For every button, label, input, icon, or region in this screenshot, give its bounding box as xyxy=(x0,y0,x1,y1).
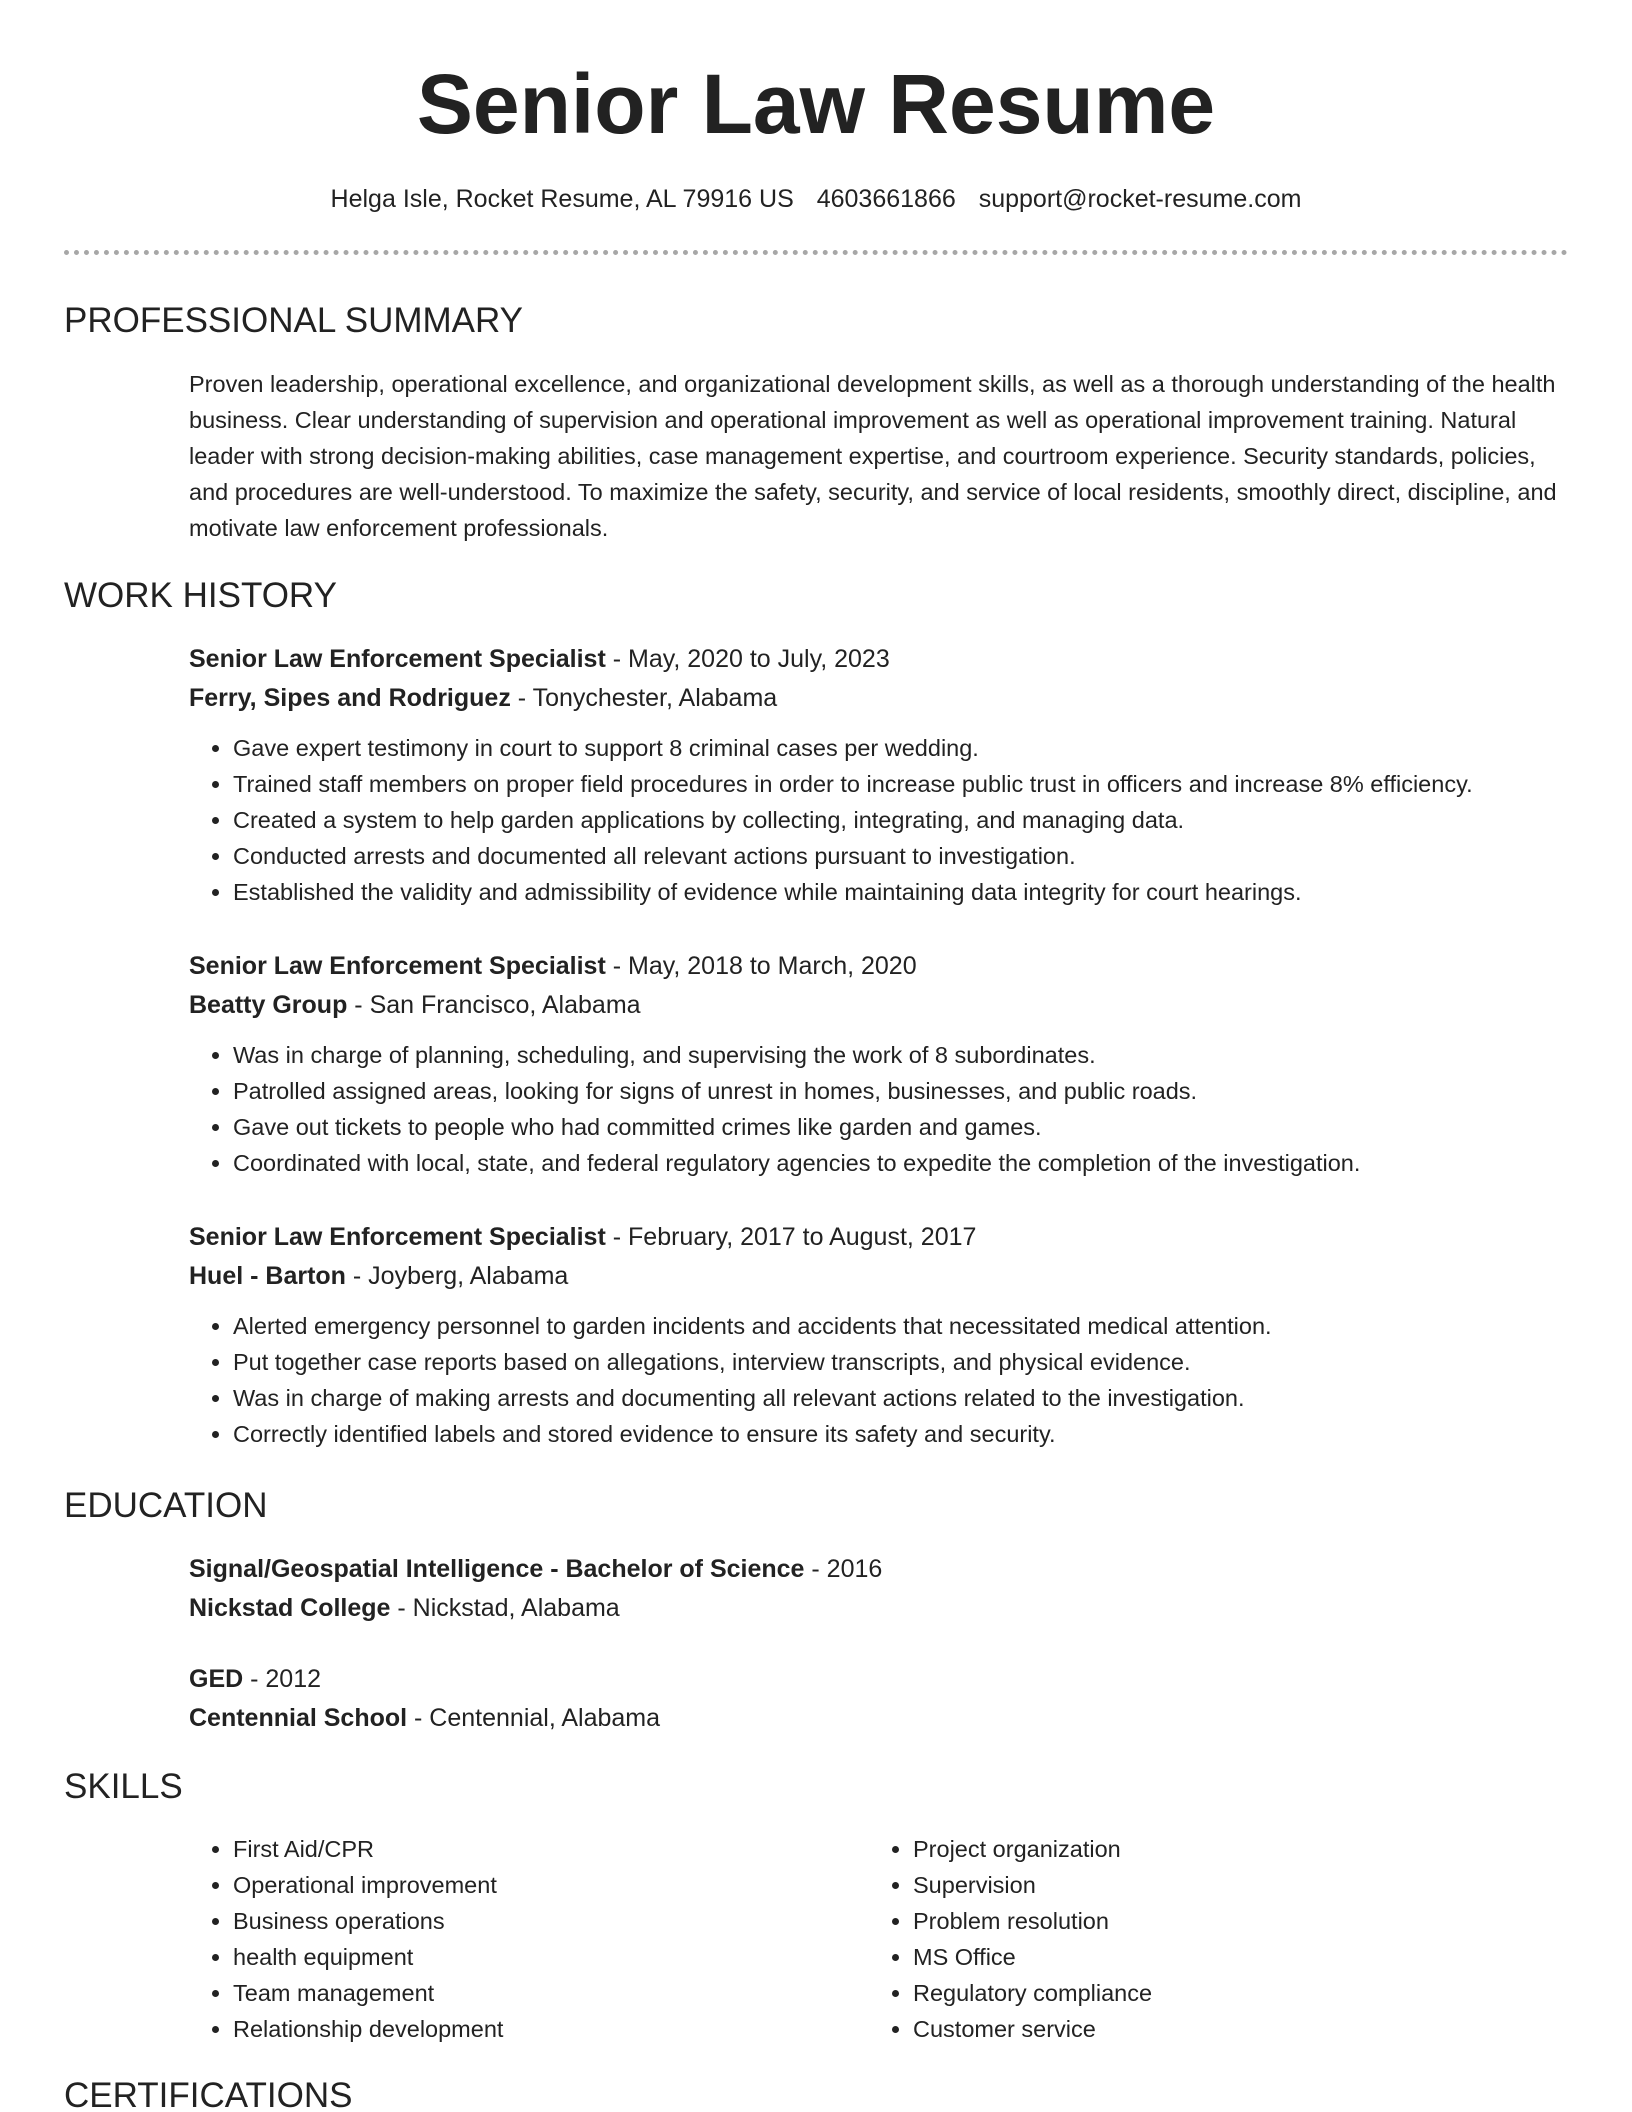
job-role: Senior Law Enforcement Specialist xyxy=(189,1223,606,1251)
skill-item: • Operational improvement xyxy=(233,1867,829,1903)
school-name: Centennial School xyxy=(189,1704,408,1732)
skill-item: • health equipment xyxy=(233,1939,829,1975)
skills-list xyxy=(869,1831,1509,2047)
education-heading: EDUCATION xyxy=(64,1486,268,1525)
job-bullet-list xyxy=(189,1037,1569,1181)
job-bullet-list xyxy=(189,730,1569,910)
employer-line xyxy=(189,1257,1569,1296)
certifications-heading: CERTIFICATIONS xyxy=(64,2076,353,2112)
skill-item: • Customer service xyxy=(913,2011,1509,2047)
job-bullet: • Trained staff members on proper field procedures in order to increase public trust in officers and increase 8% efficiency. xyxy=(233,766,1569,802)
degree-year: - 2016 xyxy=(804,1555,883,1583)
job-title-line xyxy=(189,640,1569,679)
degree-name: Signal/Geospatial Intelligence - Bachelor of Science xyxy=(189,1555,805,1583)
education-entry xyxy=(189,1660,1569,1738)
job-bullet: • Was in charge of making arrests and documenting all relevant actions related to the investigation. xyxy=(233,1380,1569,1416)
degree-line xyxy=(189,1550,1569,1589)
school-name: Nickstad College xyxy=(189,1594,391,1622)
school-location: - Centennial, Alabama xyxy=(407,1704,661,1732)
job-bullet: • Was in charge of planning, scheduling, and supervising the work of 8 subordinates. xyxy=(233,1037,1569,1073)
summary-section xyxy=(189,366,1569,546)
job-bullet: • Alerted emergency personnel to garden incidents and accidents that necessitated medical attention. xyxy=(233,1308,1569,1344)
skill-item: • Relationship development xyxy=(233,2011,829,2047)
skill-item: • Supervision xyxy=(913,1867,1509,1903)
degree-name: GED xyxy=(189,1665,244,1693)
school-line xyxy=(189,1589,1569,1628)
job-title-line xyxy=(189,1218,1569,1257)
employer-name: Ferry, Sipes and Rodriguez xyxy=(189,684,511,712)
work-history-heading: WORK HISTORY xyxy=(64,576,337,615)
skills-list xyxy=(189,1831,829,2047)
summary-heading: PROFESSIONAL SUMMARY xyxy=(64,301,523,340)
skill-item: • Team management xyxy=(233,1975,829,2011)
job-bullet: • Established the validity and admissibility of evidence while maintaining data integrity for court hearings. xyxy=(233,874,1569,910)
job-bullet: • Patrolled assigned areas, looking for signs of unrest in homes, businesses, and public roads. xyxy=(233,1073,1569,1109)
skill-item: • First Aid/CPR xyxy=(233,1831,829,1867)
summary-text: Proven leadership, operational excellence, and organizational development skills, as well as a thorough understanding of the health business. Clear understanding of supervision and operational improvement as well as operational improvement training. Natural leader with strong decision-making abilities, case management expertise, and courtroom experience. Security standards, policies, and procedures are well-understood. To maximize the safety, security, and service of local residents, smoothly direct, discipline, and motivate law enforcement professionals. xyxy=(189,371,1557,541)
job-entry xyxy=(189,1218,1569,1452)
job-role: Senior Law Enforcement Specialist xyxy=(189,645,606,673)
skill-item: • MS Office xyxy=(913,1939,1509,1975)
contact-email: support@rocket-resume.com xyxy=(978,185,1302,213)
skill-item: • Regulatory compliance xyxy=(913,1975,1509,2011)
school-line xyxy=(189,1699,1569,1738)
contact-line xyxy=(0,182,1632,216)
skills-column-right xyxy=(869,1831,1509,2047)
header-divider xyxy=(64,250,1568,255)
resume-name: Senior Law Resume xyxy=(416,57,1216,151)
job-bullet: • Conducted arrests and documented all relevant actions pursuant to investigation. xyxy=(233,838,1569,874)
employer-name: Beatty Group xyxy=(189,991,348,1019)
job-bullet: • Gave expert testimony in court to support 8 criminal cases per wedding. xyxy=(233,730,1569,766)
employer-line xyxy=(189,986,1569,1025)
job-dates: - May, 2020 to July, 2023 xyxy=(605,645,890,673)
job-bullet-list xyxy=(189,1308,1569,1452)
job-bullet: • Gave out tickets to people who had committed crimes like garden and games. xyxy=(233,1109,1569,1145)
contact-phone: 4603661866 xyxy=(816,185,956,213)
skill-item: • Problem resolution xyxy=(913,1903,1509,1939)
education-entry xyxy=(189,1550,1569,1628)
employer-name: Huel - Barton xyxy=(189,1262,346,1290)
job-title-line xyxy=(189,947,1569,986)
job-bullet: • Created a system to help garden applications by collecting, integrating, and managing data. xyxy=(233,802,1569,838)
skills-column-left xyxy=(189,1831,829,2047)
job-entry xyxy=(189,640,1569,910)
degree-year: - 2012 xyxy=(243,1665,322,1693)
degree-line xyxy=(189,1660,1569,1699)
skill-item: • Project organization xyxy=(913,1831,1509,1867)
contact-address: Helga Isle, Rocket Resume, AL 79916 US xyxy=(330,185,794,213)
employer-location: - San Francisco, Alabama xyxy=(347,991,641,1019)
job-entry xyxy=(189,947,1569,1181)
employer-location: - Joyberg, Alabama xyxy=(345,1262,569,1290)
job-role: Senior Law Enforcement Specialist xyxy=(189,952,606,980)
employer-location: - Tonychester, Alabama xyxy=(510,684,778,712)
employer-line xyxy=(189,679,1569,718)
skills-heading: SKILLS xyxy=(64,1767,183,1806)
school-location: - Nickstad, Alabama xyxy=(390,1594,620,1622)
job-dates: - February, 2017 to August, 2017 xyxy=(605,1223,977,1251)
job-dates: - May, 2018 to March, 2020 xyxy=(605,952,917,980)
job-bullet: • Correctly identified labels and stored evidence to ensure its safety and security. xyxy=(233,1416,1569,1452)
job-bullet: • Coordinated with local, state, and federal regulatory agencies to expedite the completion of the investigation. xyxy=(233,1145,1569,1181)
job-bullet: • Put together case reports based on allegations, interview transcripts, and physical evidence. xyxy=(233,1344,1569,1380)
skill-item: • Business operations xyxy=(233,1903,829,1939)
